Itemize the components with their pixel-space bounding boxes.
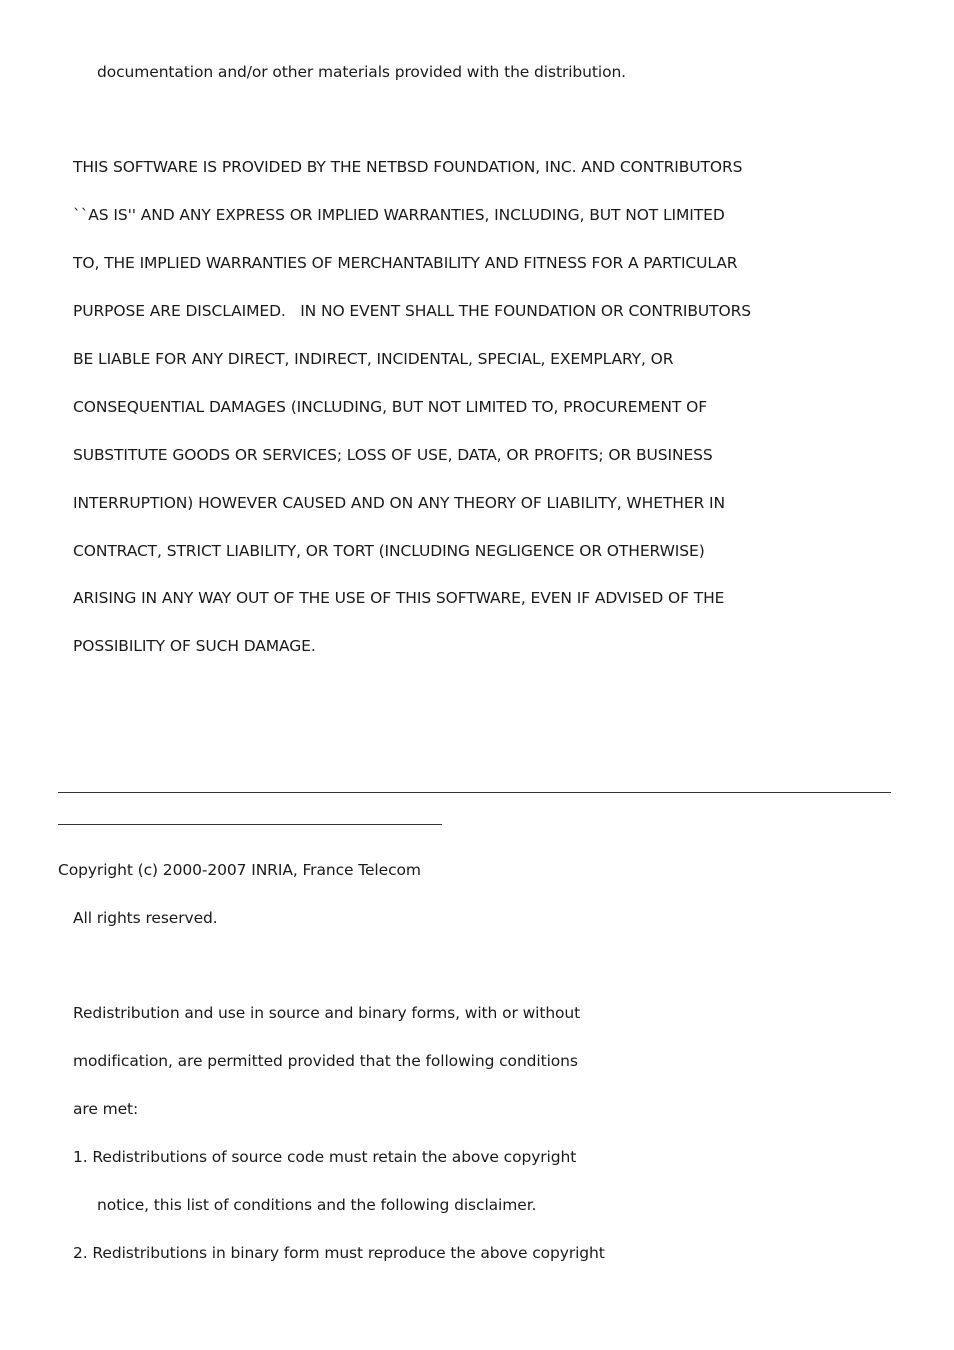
disclaimer-line: CONSEQUENTIAL DAMAGES (INCLUDING, BUT NOT LIMITED TO, PROCUREMENT OF: [73, 398, 708, 416]
continuation-text: documentation and/or other materials provided with the distribution.: [97, 63, 627, 81]
disclaimer-line: THIS SOFTWARE IS PROVIDED BY THE NETBSD FOUNDATION, INC. AND CONTRIBUTORS: [73, 158, 743, 176]
disclaimer-line: CONTRACT, STRICT LIABILITY, OR TORT (INCLUDING NEGLIGENCE OR OTHERWISE): [73, 542, 705, 560]
condition-2: 2. Redistributions in binary form must reproduce the above copyright: [73, 1244, 605, 1262]
disclaimer-line: PURPOSE ARE DISCLAIMED. IN NO EVENT SHALL THE FOUNDATION OR CONTRIBUTORS: [73, 302, 751, 320]
disclaimer-line: ARISING IN ANY WAY OUT OF THE USE OF THIS SOFTWARE, EVEN IF ADVISED OF THE: [73, 589, 725, 607]
disclaimer-line: BE LIABLE FOR ANY DIRECT, INDIRECT, INCIDENTAL, SPECIAL, EXEMPLARY, OR: [73, 350, 674, 368]
section-divider-short: [58, 824, 442, 825]
disclaimer-line: SUBSTITUTE GOODS OR SERVICES; LOSS OF USE, DATA, OR PROFITS; OR BUSINESS: [73, 446, 713, 464]
disclaimer-line: ``AS IS'' AND ANY EXPRESS OR IMPLIED WARRANTIES, INCLUDING, BUT NOT LIMITED: [73, 206, 725, 224]
disclaimer-line: POSSIBILITY OF SUCH DAMAGE.: [73, 637, 316, 655]
rights-reserved: All rights reserved.: [73, 909, 218, 927]
condition-1-continuation: notice, this list of conditions and the following disclaimer.: [97, 1196, 537, 1214]
license-line: are met:: [73, 1100, 139, 1118]
disclaimer-line: TO, THE IMPLIED WARRANTIES OF MERCHANTABILITY AND FITNESS FOR A PARTICULAR: [73, 254, 738, 272]
section-divider: [58, 792, 891, 793]
license-line: modification, are permitted provided that the following conditions: [73, 1052, 578, 1070]
condition-1: 1. Redistributions of source code must retain the above copyright: [73, 1148, 577, 1166]
copyright-notice: Copyright (c) 2000-2007 INRIA, France Telecom: [58, 861, 421, 879]
disclaimer-line: INTERRUPTION) HOWEVER CAUSED AND ON ANY THEORY OF LIABILITY, WHETHER IN: [73, 494, 725, 512]
license-line: Redistribution and use in source and binary forms, with or without: [73, 1004, 581, 1022]
